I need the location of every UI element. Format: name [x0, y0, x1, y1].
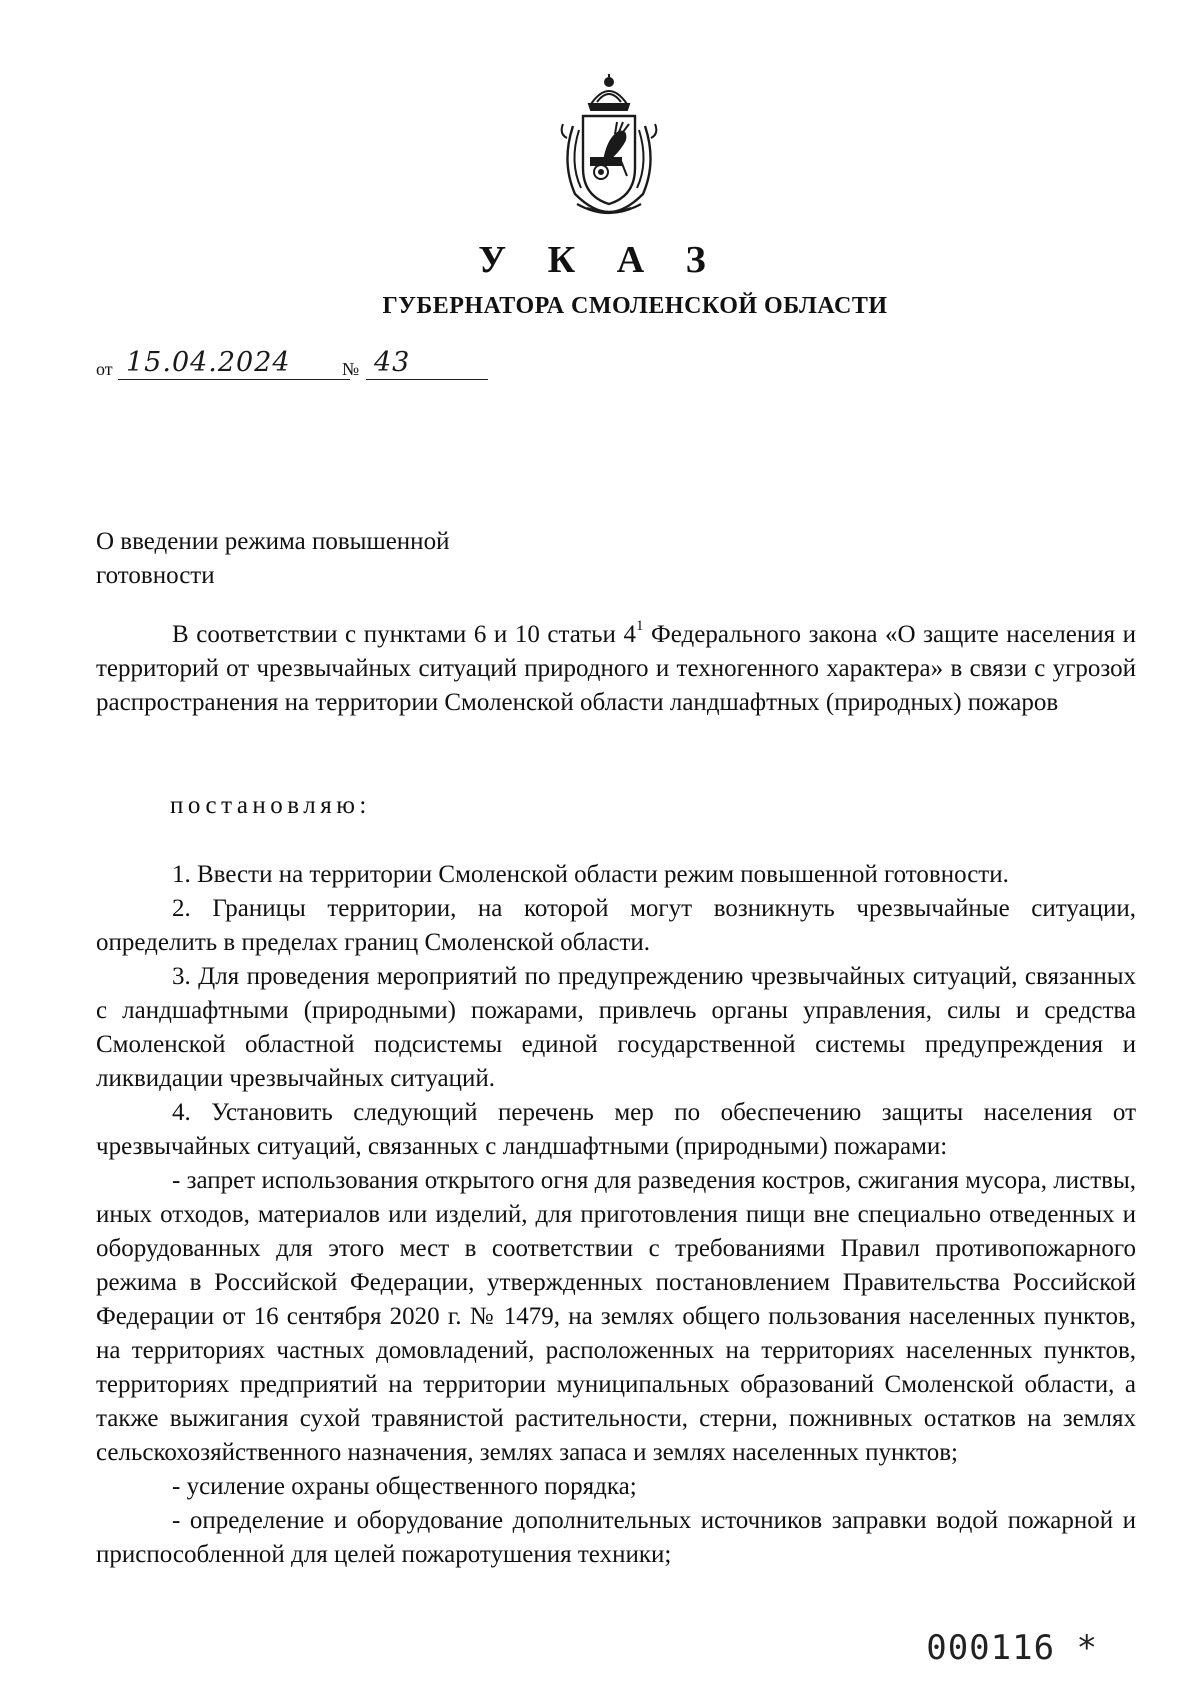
coat-of-arms-smolensk-icon — [553, 72, 665, 220]
document-subject — [96, 525, 449, 593]
article-superscript: 1 — [635, 618, 644, 634]
subject-line-1: О введении режима повышенной — [96, 528, 450, 555]
item-3: 3. Для проведения мероприятий по предупреждению чрезвычайных ситуаций, связанных с ландшафтными (природными) пожарами, привлечь органы управления, силы и средства Смоленской областной подсистемы единой государственной системы предупреждения и ликвидации чрезвычайных ситуаций. — [96, 963, 1136, 1092]
decree-items — [96, 858, 1136, 1572]
preamble-text-1: В соответствии с пунктами 6 и 10 статьи 4 — [172, 621, 636, 648]
item-4: 4. Установить следующий перечень мер по обеспечению защиты населения от чрезвычайных ситуаций, связанных с ландшафтными (природными) пожарами: — [96, 1099, 1136, 1160]
item-1: 1. Ввести на территории Смоленской области режим повышенной готовности. — [172, 861, 1009, 888]
serial-number: 000116 * — [926, 1628, 1098, 1668]
date-prefix: от — [96, 359, 113, 379]
preamble — [96, 618, 1136, 720]
issuer-title: ГУБЕРНАТОРА СМОЛЕНСКОЙ ОБЛАСТИ — [382, 293, 888, 319]
date-value: 15.04.2024 — [126, 347, 291, 378]
date-number-line — [96, 347, 536, 384]
decree-word: постановляю: — [170, 792, 371, 819]
subject-line-2: готовности — [96, 562, 215, 589]
document-type: У К А З — [478, 239, 722, 281]
measure-3: - определение и оборудование дополнительных источников заправки водой пожарной и приспособленной для целей пожаротушения техники; — [96, 1507, 1136, 1568]
number-value: 43 — [374, 347, 411, 378]
number-prefix: № — [342, 359, 360, 379]
measure-2: - усиление охраны общественного порядка; — [172, 1473, 637, 1500]
measure-1: - запрет использования открытого огня для разведения костров, сжигания мусора, листвы, иных отходов, материалов или изделий, для приготовления пищи вне специально отведенных и оборудованных для этого мест в соответствии с требованиями Правил противопожарного режима в Российской Федерации, утвержденных постановлением Правительства Российской Федерации от 16 сентября 2020 г. № 1479, на землях общего пользования населенных пунктов, на территориях частных домовладений, расположенных на территориях населенных пунктов, территориях предприятий на территории муниципальных образований Смоленской области, а также выжигания сухой травянистой растительности, стерни, пожнивных остатков на землях сельскохозяйственного назначения, землях запаса и землях населенных пунктов; — [96, 1167, 1136, 1466]
preamble-text-2: Федерального закона «О защите населения и территорий от чрезвычайных ситуаций природного и техногенного характера» в связи с угрозой распространения на территории Смоленской области ландшафтных (природных) пожаров — [96, 621, 1137, 716]
item-2: 2. Границы территории, на которой могут возникнуть чрезвычайные ситуации, определить в пределах границ Смоленской области. — [96, 895, 1136, 956]
preamble-paragraph — [96, 618, 1136, 720]
